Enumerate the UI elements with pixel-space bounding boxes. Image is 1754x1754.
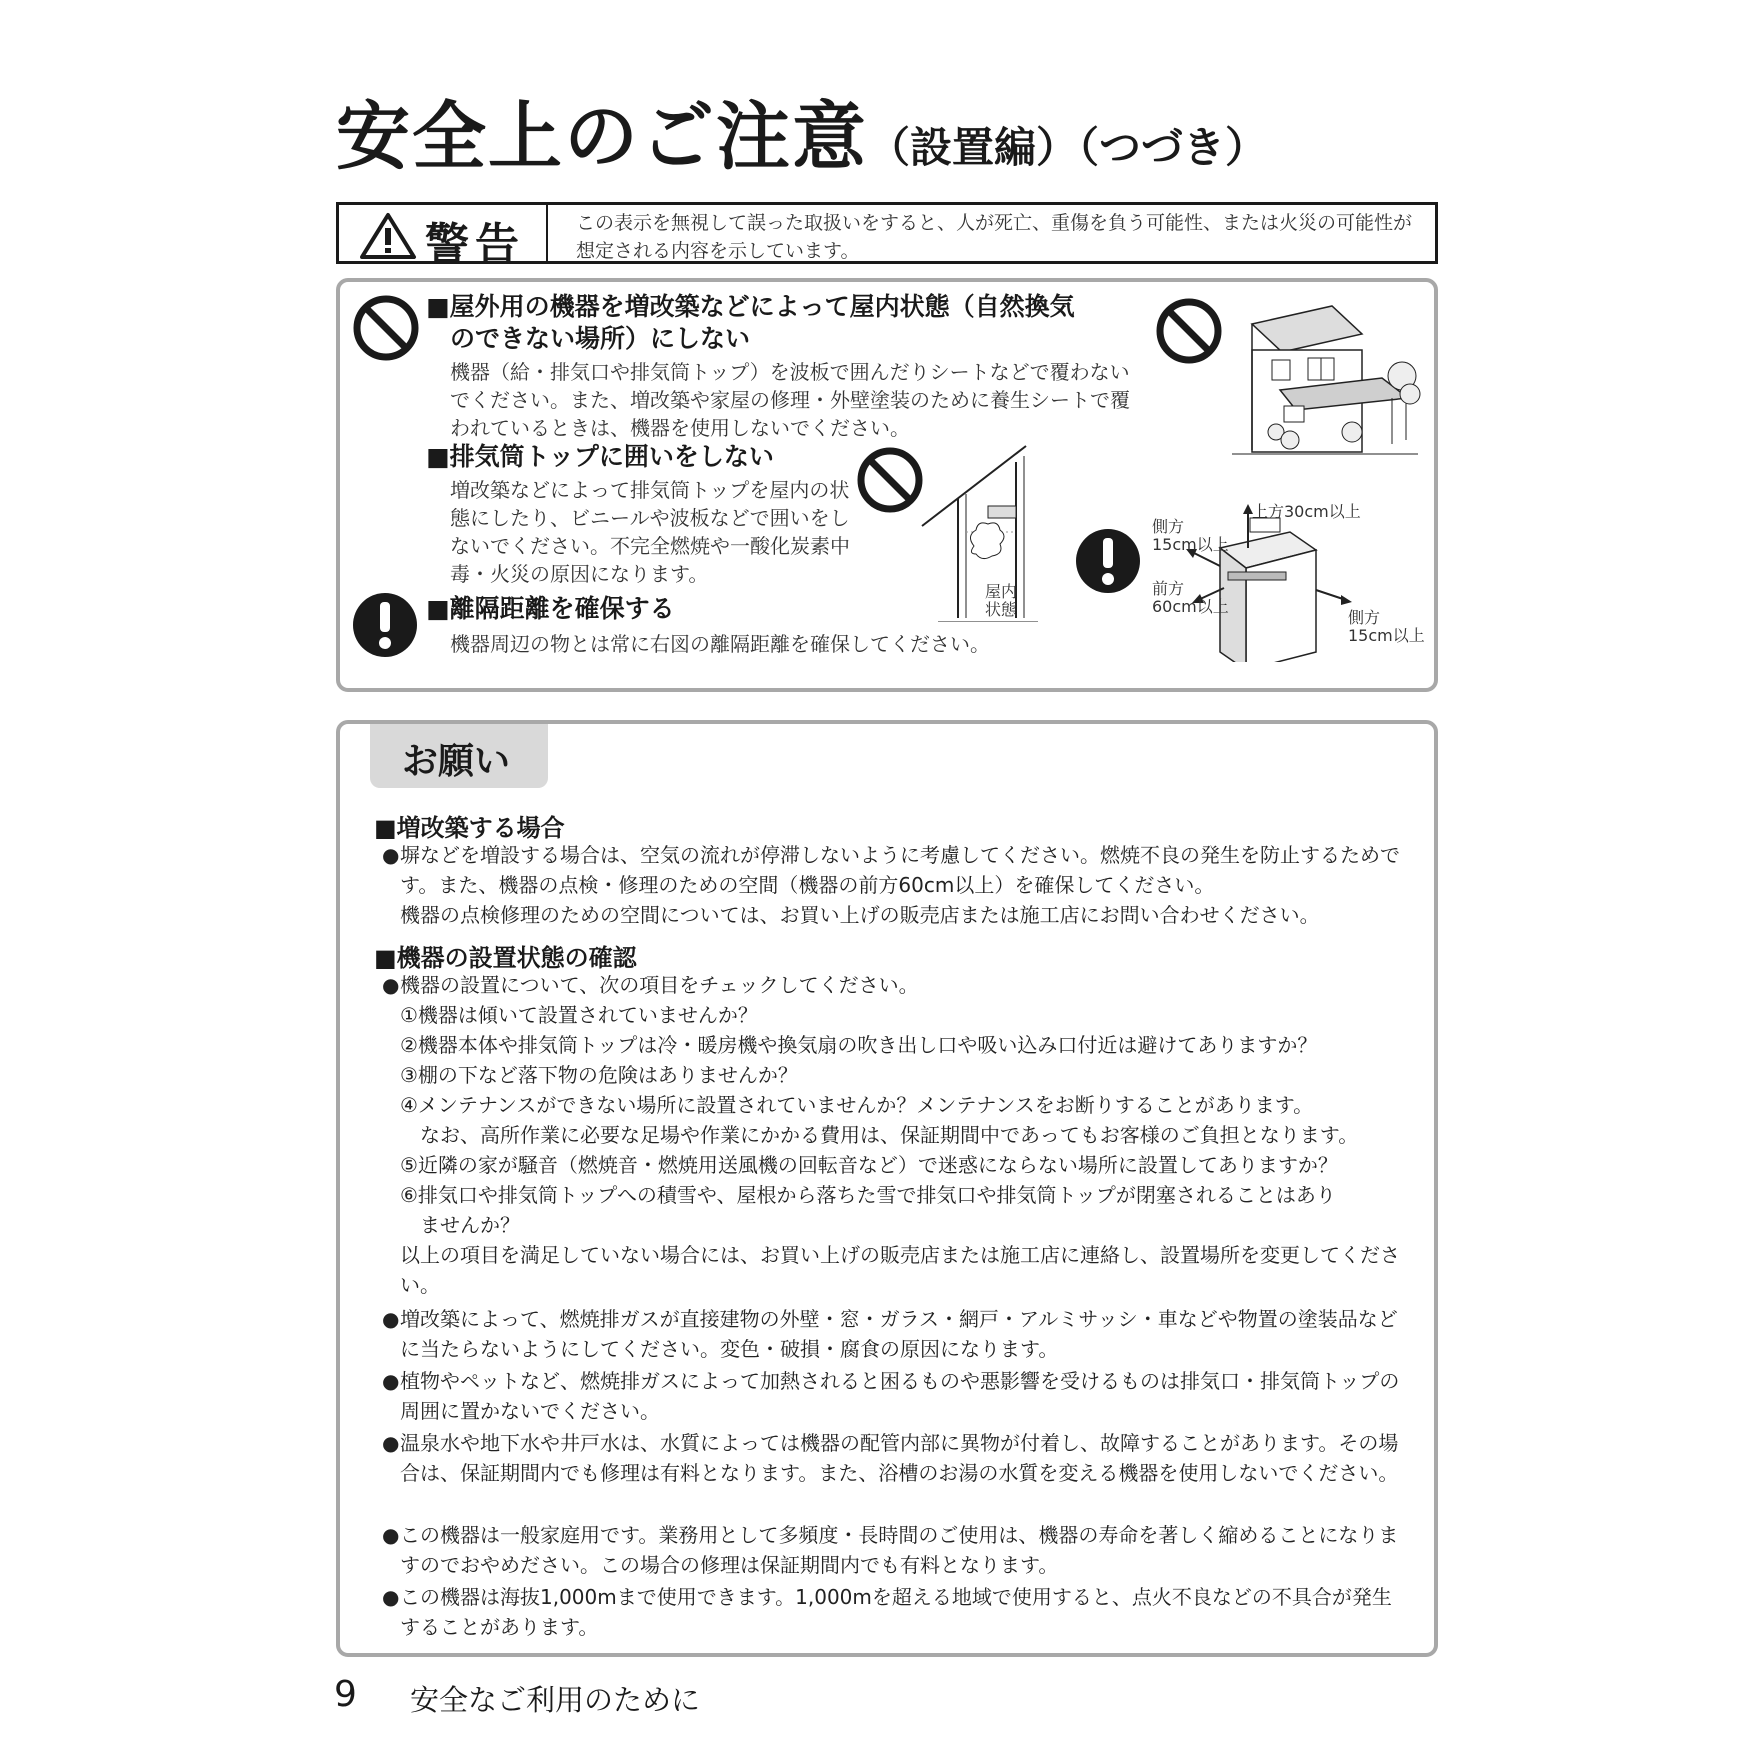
item2-heading: ■排気筒トップに囲いをしない [426, 442, 774, 471]
page-title [336, 78, 1267, 184]
mandatory-icon [350, 590, 420, 660]
list-item [382, 840, 1410, 900]
check-item: ①機器は傾いて設置されていませんか？ [400, 1003, 758, 1027]
house-enclosure-illustration [1232, 294, 1422, 464]
warning-label-box [339, 205, 548, 270]
clearance-front-2: 60cm以上 [1152, 597, 1229, 616]
bullet-mark: ● [382, 1523, 400, 1547]
item2-body: 増改築などによって排気筒トップを屋内の状態にしたり、ビニールや波板などで囲いをしないでください。不完全燃焼や一酸化炭素中毒・火災の原因になります。 [450, 478, 850, 586]
list-item [382, 1304, 1410, 1364]
bullet-text: 温泉水や地下水や井戸水は、水質によっては機器の配管内部に異物が付着し、故障することがあります。その場合は、保証期間内でも修理は有料となります。また、浴槽のお湯の水質を変える機器を使用しないでください。 [400, 1431, 1399, 1485]
sec2-heading: ■機器の設置状態の確認 [374, 944, 637, 972]
bullet-text: この機器は一般家庭用です。業務用として多頻度・長時間のご使用は、機器の寿命を著しく縮めることになりますのでおやめださい。この場合の修理は保証期間内でも有料となります。 [400, 1523, 1399, 1577]
bullet-mark: ● [382, 973, 400, 997]
sec2-bullet1: 機器の設置について、次の項目をチェックしてください。 [400, 973, 919, 997]
warning-banner [336, 202, 1438, 270]
indoor-state-label-1: 屋内 [985, 582, 1018, 601]
check-item: ②機器本体や排気筒トップは冷・暖房機や換気扇の吹き出し口や吸い込み口付近は避けてありますか？ [400, 1033, 1318, 1057]
clearance-side-left-2: 15cm以上 [1152, 535, 1229, 554]
check-item: ④メンテナンスができない場所に設置されていませんか？メンテナンスをお断りすることがあります。 [400, 1093, 1314, 1117]
list-item [382, 1520, 1410, 1580]
bullet-text: 増改築によって、燃焼排ガスが直接建物の外壁・窓・ガラス・網戸・アルミサッシ・車などや物置の塗装品などに当たらないようにしてください。変色・破損・腐食の原因になります。 [400, 1307, 1398, 1361]
check-item: ⑤近隣の家が騒音（燃焼音・燃焼用送風機の回転音など）で迷惑にならない場所に設置してありますか？ [400, 1153, 1338, 1177]
title-sub: （設置編）（つづき） [868, 123, 1268, 172]
sec1-heading: ■増改築する場合 [374, 814, 565, 842]
bullet-mark: ● [382, 1369, 400, 1393]
after-checks: 以上の項目を満足していない場合には、お買い上げの販売店または施工店に連絡し、設置場所を変更してください。 [400, 1243, 1400, 1297]
check-item: ③棚の下など落下物の危険はありませんか？ [400, 1063, 798, 1087]
mandatory-icon [1073, 526, 1143, 596]
request-panel [336, 720, 1438, 1657]
item1-body: 機器（給・排気口や排気筒トップ）を波板で囲んだりシートなどで覆わないでください。また、増改築や家屋の修理・外壁塗装のために養生シートで覆われているときは、機器を使用しないでください。 [450, 360, 1130, 440]
check-item: なお、高所作業に必要な足場や作業にかかる費用は、保証期間中であってもお客様のご負担となります。 [400, 1123, 1359, 1147]
clearance-side-right-2: 15cm以上 [1348, 626, 1425, 645]
clearance-front-1: 前方 [1152, 579, 1185, 598]
indoor-state-label-2: 状態 [985, 600, 1018, 619]
check-item: ませんか？ [400, 1213, 520, 1237]
bullet-mark: ● [382, 1585, 400, 1609]
item1-heading-line2: のできない場所）にしない [450, 324, 751, 353]
request-tab [370, 724, 548, 788]
bullet-mark: ● [382, 1431, 400, 1455]
bullet-mark: ● [382, 843, 400, 867]
check-item: ⑥排気口や排気筒トップへの積雪や、屋根から落ちた雪で排気口や排気筒トップが閉塞されることはあり [400, 1183, 1336, 1207]
warning-panel [336, 278, 1438, 692]
list-item [382, 970, 1410, 1000]
prohibition-icon [351, 293, 421, 363]
footer-section-title: 安全なご利用のために [410, 1683, 701, 1717]
item3-heading: ■離隔距離を確保する [426, 594, 675, 623]
clearance-side-right-1: 側方 [1348, 608, 1381, 627]
request-tab-label: お願い [402, 741, 511, 782]
warning-label: 警告 [425, 219, 525, 270]
list-item [382, 1428, 1410, 1488]
list-item [382, 1582, 1410, 1642]
prohibition-icon [855, 445, 925, 515]
list-item [382, 1366, 1410, 1426]
clearance-side-left-1: 側方 [1152, 517, 1185, 536]
clearance-top: 上方30cm以上 [1252, 502, 1361, 521]
warning-triangle-icon [359, 212, 417, 260]
page-number: 9 [334, 1674, 357, 1715]
warning-text: この表示を無視して誤った取扱いをすると、人が死亡、重傷を負う可能性、または火災の可能性が想定される内容を示しています。 [576, 212, 1413, 262]
title-main: 安全上のご注意 [336, 94, 868, 180]
bullet-text: この機器は海抜1,000mまで使用できます。1,000mを超える地域で使用すると、点火不良などの不具合が発生することがあります。 [400, 1585, 1392, 1639]
bullet-mark: ● [382, 1307, 400, 1331]
item3-body: 機器周辺の物とは常に右図の離隔距離を確保してください。 [450, 632, 990, 656]
bullet-text: 植物やペットなど、燃焼排ガスによって加熱されると困るものや悪影響を受けるものは排気口・排気筒トップの周囲に置かないでください。 [400, 1369, 1400, 1423]
sec1-bullet1: 塀などを増設する場合は、空気の流れが停滞しないように考慮してください。燃焼不良の発生を防止するためです。また、機器の点検・修理のための空間（機器の前方60cm以上）を確保してください。 [400, 843, 1400, 897]
prohibition-icon [1154, 296, 1224, 366]
item1-heading-line1: ■屋外用の機器を増改築などによって屋内状態（自然換気 [426, 292, 1075, 321]
sec1-bullet1-note: 機器の点検修理のための空間については、お買い上げの販売店または施工店にお問い合わせください。 [400, 903, 1320, 927]
exhaust-enclosure-illustration [918, 442, 1048, 622]
